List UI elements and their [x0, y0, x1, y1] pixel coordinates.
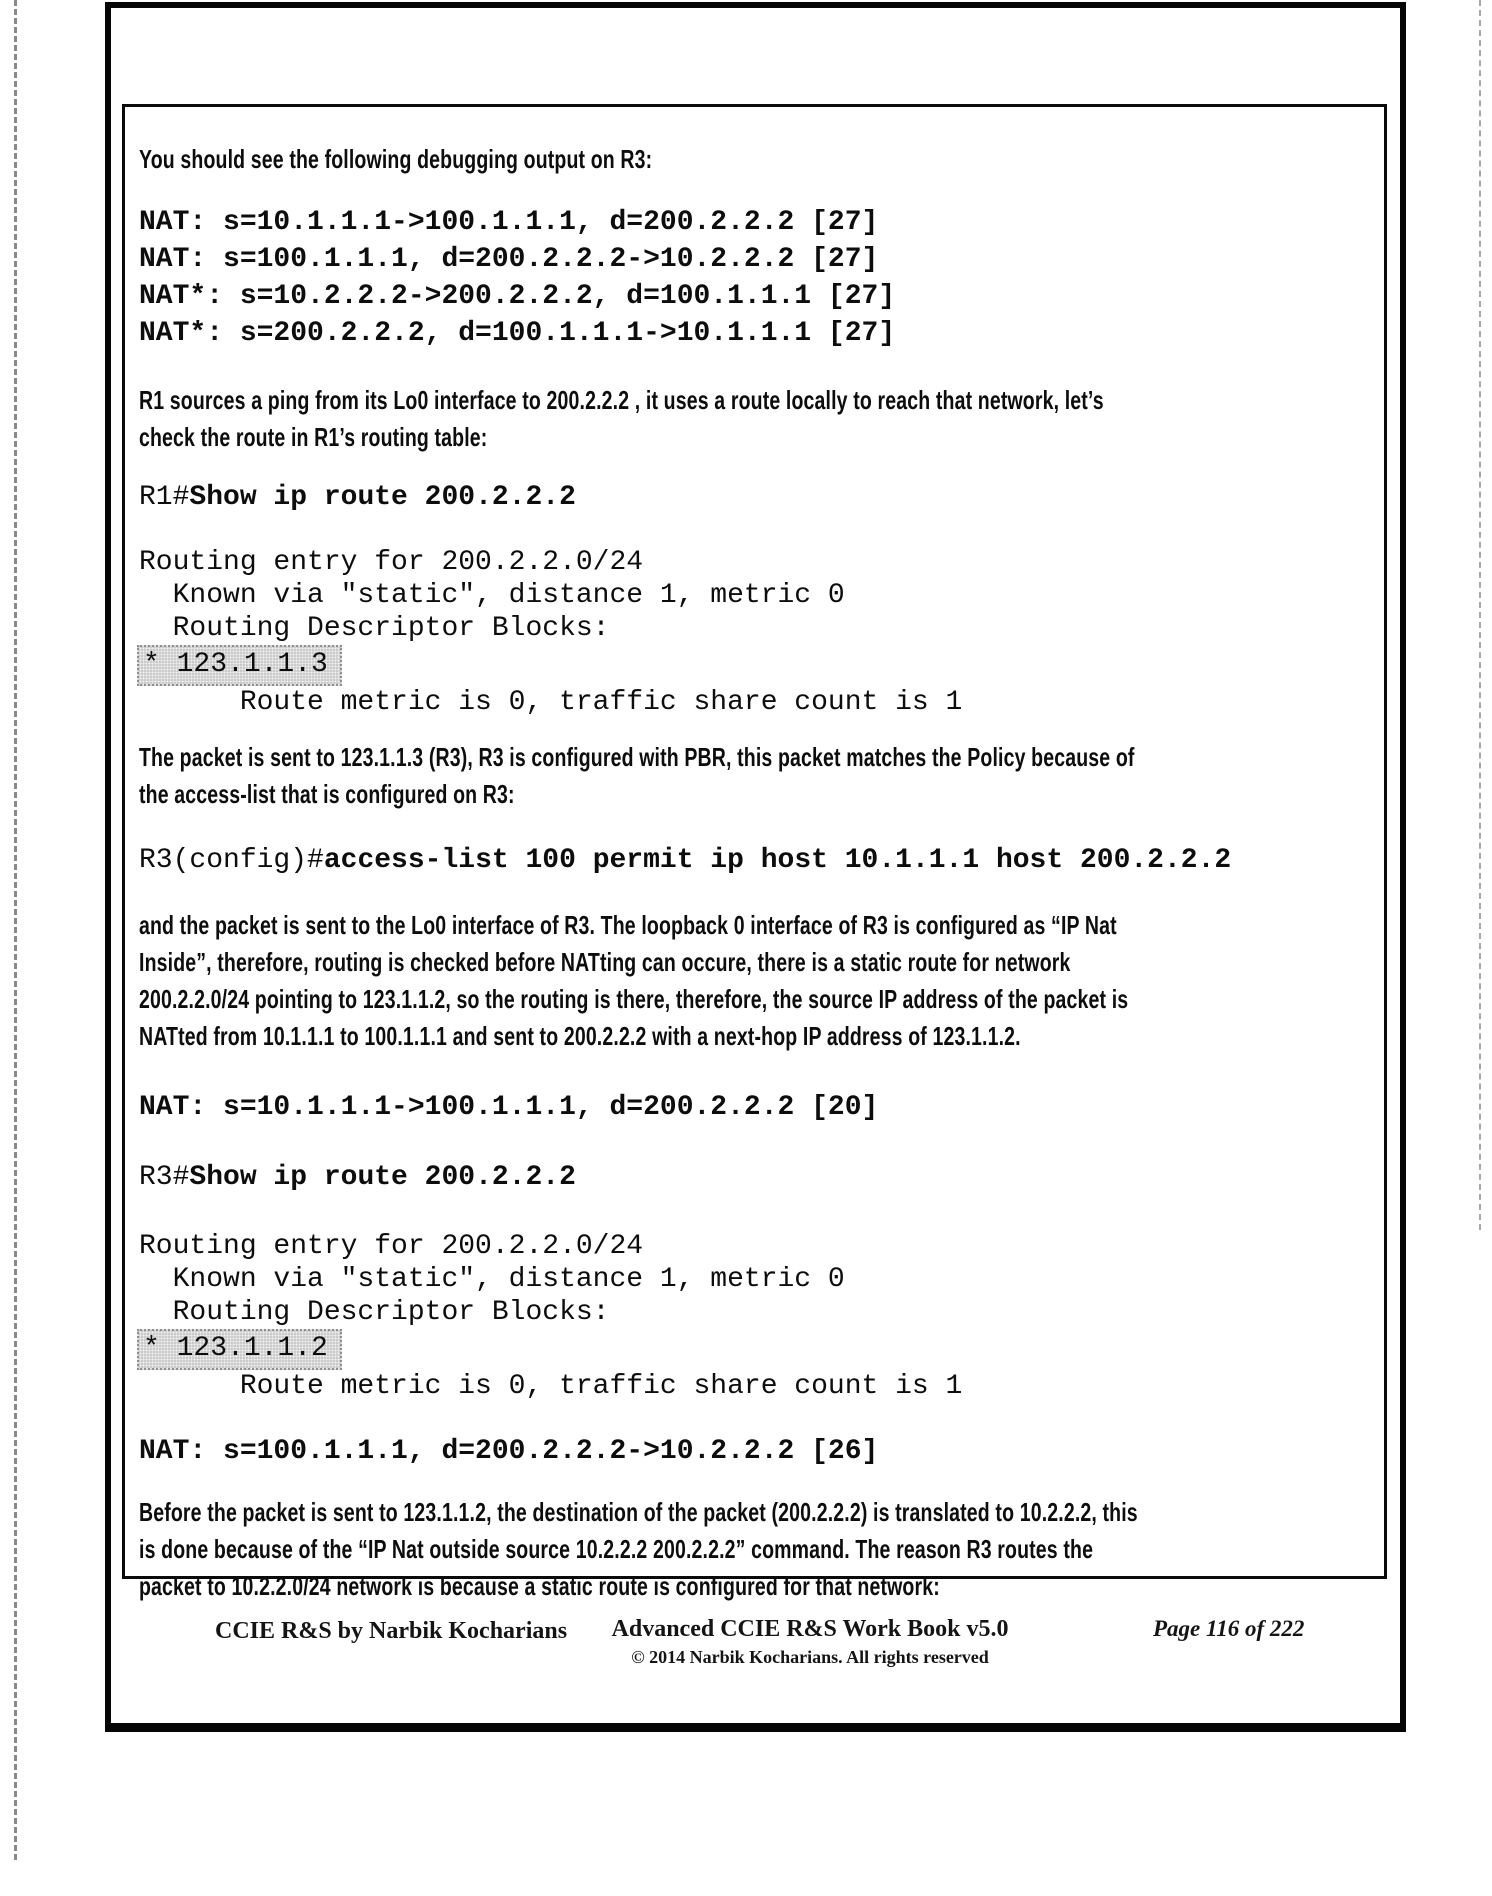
paragraph-nat-inside: [139, 907, 1374, 1055]
console-line: NAT: s=100.1.1.1, d=200.2.2.2->10.2.2.2 [26]: [139, 1436, 879, 1467]
footer-book-title: Advanced CCIE R&S Work Book v5.0: [611, 1616, 1009, 1642]
cli-command: Show ip route 200.2.2.2: [189, 482, 576, 513]
command-access-list: [139, 843, 1374, 879]
highlighted-next-hop: * 123.1.1.2: [137, 1329, 342, 1370]
debug-output-block: [139, 204, 1374, 352]
nat-debug-line-26: [139, 1433, 1374, 1470]
cli-prompt: R1#: [139, 482, 190, 513]
text-line: packet to 10.2.2.0/24 network is because a static route is configured for that network:: [139, 1571, 940, 1601]
console-line: Route metric is 0, traffic share count is 1: [139, 1371, 963, 1402]
text-line: You should see the following debugging output on R3:: [139, 144, 653, 174]
console-line: Routing entry for 200.2.2.0/24: [139, 1231, 644, 1262]
text-line: Before the packet is sent to 123.1.1.2, the destination of the packet (200.2.2.2) is translated to 10.2.2.2, this: [139, 1497, 1138, 1527]
text-line: NATted from 10.1.1.1 to 100.1.1.1 and sent to 200.2.2.2 with a next-hop IP address of 123.1.1.2.: [139, 1021, 1021, 1051]
content-box: [122, 104, 1387, 1601]
console-line: NAT*: s=200.2.2.2, d=100.1.1.1->10.1.1.1 [27]: [139, 318, 896, 349]
footer-center-block: [605, 1614, 1015, 1670]
routing-entry-block-r1: [139, 546, 1374, 719]
text-line: R1 sources a ping from its Lo0 interface to 200.2.2.2 , it uses a route locally to reach that network, let’s: [139, 385, 1104, 415]
text-line: and the packet is sent to the Lo0 interface of R3. The loopback 0 interface of R3 is configured as “IP Nat: [139, 910, 1117, 940]
console-line: [139, 1329, 1374, 1370]
routing-entry-block-r3: [139, 1230, 1374, 1403]
cli-prompt: R3(config)#: [139, 845, 324, 876]
console-line: [139, 645, 1374, 686]
paragraph-pbr: [139, 739, 1374, 813]
highlighted-next-hop: * 123.1.1.3: [137, 645, 342, 686]
scan-artifact-right-line: [1479, 0, 1481, 1230]
text-line: The packet is sent to 123.1.1.3 (R3), R3 is configured with PBR, this packet matches the Policy because of: [139, 742, 1135, 772]
console-line: Known via "static", distance 1, metric 0: [139, 1264, 845, 1295]
page-border: [105, 2, 1406, 1732]
console-line: Routing Descriptor Blocks:: [139, 613, 610, 644]
intro-paragraph: [139, 141, 1374, 178]
text-line: Inside”, therefore, routing is checked before NATting can occure, there is a static route for network: [139, 947, 1071, 977]
console-line: Routing Descriptor Blocks:: [139, 1297, 610, 1328]
footer-page-number: Page 116 of 222: [1153, 1616, 1305, 1641]
cli-command: access-list 100 permit ip host 10.1.1.1 host 200.2.2.2: [323, 845, 1232, 876]
console-line: NAT: s=10.1.1.1->100.1.1.1, d=200.2.2.2 [27]: [139, 207, 879, 238]
nat-debug-line-20: [139, 1089, 1374, 1126]
text-line: is done because of the “IP Nat outside source 10.2.2.2 200.2.2.2” command. The reason R3 routes the: [139, 1534, 1094, 1564]
text-line: check the route in R1’s routing table:: [139, 422, 488, 452]
console-line: Known via "static", distance 1, metric 0: [139, 580, 845, 611]
scan-artifact-left-line: [14, 0, 17, 1860]
console-line: NAT: s=10.1.1.1->100.1.1.1, d=200.2.2.2 [20]: [139, 1092, 879, 1123]
console-line: NAT*: s=10.2.2.2->200.2.2.2, d=100.1.1.1 [27]: [139, 281, 896, 312]
text-line: the access-list that is configured on R3:: [139, 779, 515, 809]
command-show-ip-route-r3: [139, 1160, 1374, 1196]
cli-prompt: R3#: [139, 1162, 190, 1193]
console-line: NAT: s=100.1.1.1, d=200.2.2.2->10.2.2.2 [27]: [139, 244, 879, 275]
paragraph-before-send: [139, 1494, 1374, 1605]
cli-command: Show ip route 200.2.2.2: [189, 1162, 576, 1193]
page-footer: [111, 1610, 1400, 1720]
command-show-ip-route-r1: [139, 480, 1374, 516]
footer-copyright: © 2014 Narbik Kocharians. All rights reserved: [631, 1647, 989, 1667]
text-line: 200.2.2.0/24 pointing to 123.1.1.2, so the routing is there, therefore, the source IP address of the packet is: [139, 984, 1129, 1014]
paragraph-r1-ping: [139, 382, 1374, 456]
console-line: Routing entry for 200.2.2.0/24: [139, 547, 644, 578]
console-line: Route metric is 0, traffic share count is 1: [139, 687, 963, 718]
footer-author: CCIE R&S by Narbik Kocharians: [215, 1618, 568, 1644]
